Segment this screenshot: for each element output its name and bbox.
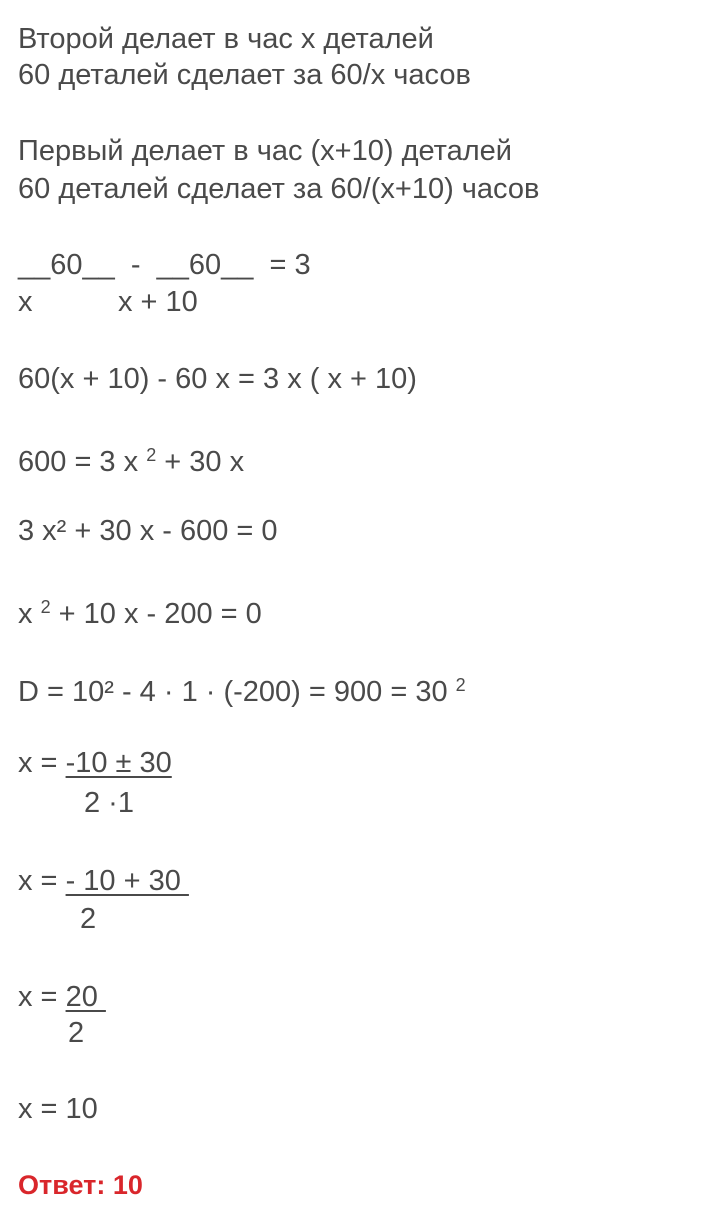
root-formula: х = -10 ± 30 xyxy=(18,747,172,779)
equation-denominator-left: х xyxy=(18,286,33,318)
answer-label: Ответ: 10 xyxy=(18,1170,143,1200)
root-value-denominator: 2 xyxy=(68,1017,85,1049)
text-line: Второй делает в час х деталей xyxy=(18,23,434,55)
step-line: 600 = 3 х $^2$ + 30 х xyxy=(18,445,245,478)
root-result: х = 10 xyxy=(18,1093,98,1125)
text-line: 60 деталей сделает за 60/х часов xyxy=(18,59,471,91)
step-line: 60(х + 10) - 60 х = 3 х ( х + 10) xyxy=(18,363,417,395)
root-value: х = - 10 + 30 xyxy=(18,865,189,897)
step-line: 3 х² + 30 х - 600 = 0 xyxy=(18,515,278,547)
step-line: х $^2$ + 10 х - 200 = 0 xyxy=(18,597,262,630)
root-value-denominator: 2 xyxy=(80,903,97,935)
discriminant-line: D = 10² - 4 · 1 · (-200) = 900 = 30 $^2$ xyxy=(18,675,466,708)
root-value: х = 20 xyxy=(18,981,106,1013)
text-line: Первый делает в час (х+10) деталей xyxy=(18,135,512,167)
equation-top: __60__ - __60__ = 3 xyxy=(18,249,311,281)
equation-denominator-right: х + 10 xyxy=(118,286,198,318)
text-line: 60 деталей сделает за 60/(х+10) часов xyxy=(18,173,540,205)
root-formula-denominator: 2 ·1 xyxy=(84,787,134,819)
